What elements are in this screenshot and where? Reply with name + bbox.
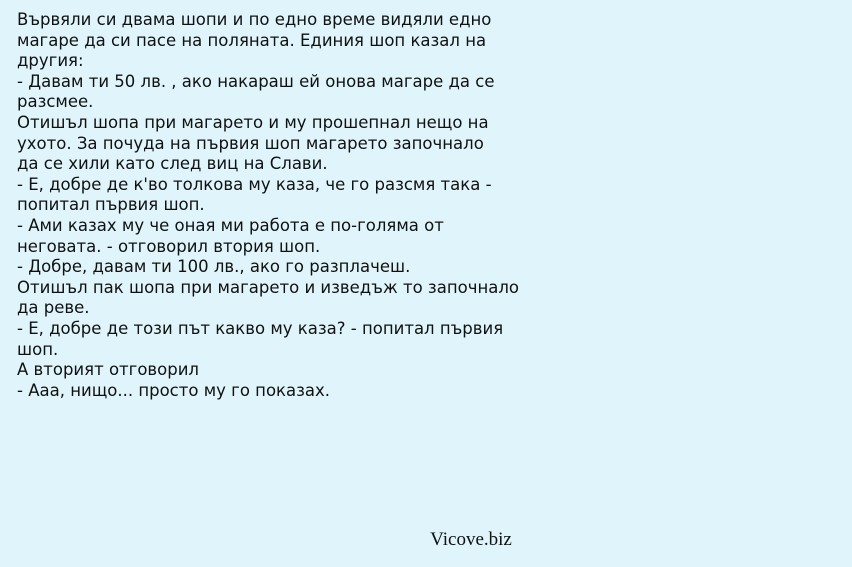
joke-line: - Добре, давам ти 100 лв., ако го разплачеш. [17, 257, 411, 277]
site-watermark: Vicove.biz [430, 529, 512, 550]
joke-line: Отишъл пак шопа при магарето и изведъж то започнало [17, 277, 519, 297]
joke-line: разсмее. [17, 92, 94, 112]
joke-line: магаре да си пасе на поляната. Единия шоп казал на [17, 30, 487, 50]
joke-line: да се хили като след виц на Слави. [17, 154, 328, 174]
joke-line: - Давам ти 50 лв. , ако накараш ей онова магаре да се [17, 71, 495, 91]
joke-line: да реве. [17, 298, 90, 318]
joke-line: другия: [17, 51, 84, 71]
joke-line: Отишъл шопа при магарето и му прошепнал нещо на [17, 112, 489, 132]
joke-line: ухото. За почуда на първия шоп магарето започнало [17, 133, 484, 153]
joke-line: - Е, добре де к'во толкова му каза, че го разсмя така - [17, 174, 492, 194]
joke-line: шоп. [17, 339, 59, 359]
joke-line: Вървяли си двама шопи и по едно време видяли едно [17, 10, 492, 29]
joke-text [17, 10, 847, 401]
joke-line: - Ами казах му че оная ми работа е по-голяма от [17, 215, 444, 235]
joke-line: попитал първия шоп. [17, 195, 205, 215]
joke-line: неговата. - отговорил втория шоп. [17, 236, 321, 256]
joke-line: - Ааа, нищо... просто му го показах. [17, 380, 331, 400]
joke-line: А вторият отговорил [17, 360, 199, 380]
joke-line: - Е, добре де този път какво му каза? - попитал първия [17, 318, 504, 338]
